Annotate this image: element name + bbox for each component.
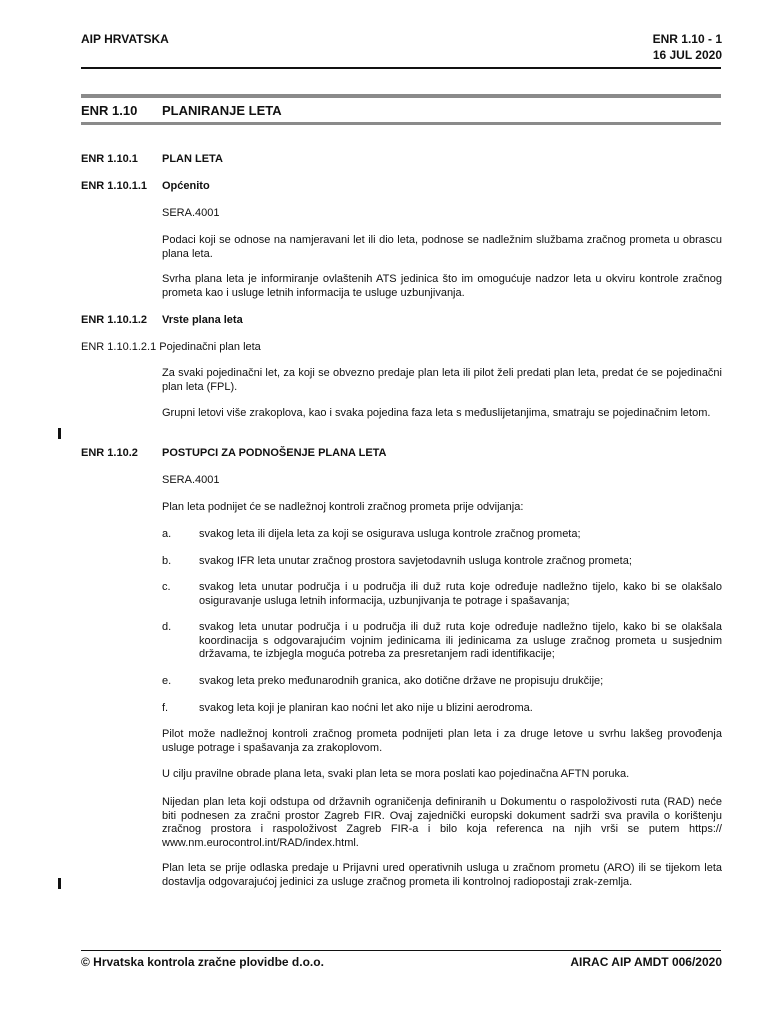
list-item: svakog leta koji je planiran kao noćni let ako nije u blizini aerodroma. [199,702,533,714]
subsection-title: Općenito [162,180,210,192]
paragraph: Plan leta podnijet će se nadležnoj kontroli zračnog prometa prije odvijanja: [162,501,524,513]
list-letter: a. [162,528,172,540]
subsection-title: Vrste plana leta [162,314,243,326]
paragraph: Grupni letovi više zrakoplova, kao i svaka pojedina faza leta s međuslijetanjima, smatraju se pojedinačnim letom. [162,407,711,419]
header-rule [81,67,721,69]
footer-amendment: AIRAC AIP AMDT 006/2020 [570,955,722,969]
change-bar [58,428,61,439]
paragraph: Nijedan plan leta koji odstupa od državnih ograničenja definiranih u Dokumentu o raspoloživosti ruta (RAD) neće biti podnesen za zračni prostor Zagreb FIR. Ovaj zajednički europski dokument sadrži sva pravila o korištenju zračnog prostora i raspoloživost Zagreb FIR-a i bilo koja referenca na njih vrši se putem https:// www.nm.eurocontrol.int/RAD/index.html. [162,796,722,849]
section-title: POSTUPCI ZA PODNOŠENJE PLANA LETA [162,447,387,459]
list-letter: e. [162,675,172,687]
title-bar-bottom [81,122,721,125]
list-item: svakog leta ili dijela leta za koji se osigurava usluga kontrole zračnog prometa; [199,528,581,540]
change-bar [58,878,61,889]
list-letter: b. [162,555,172,567]
list-letter: d. [162,621,172,633]
paragraph: Svrha plana leta je informiranje ovlaštenih ATS jedinica što im omogućuje nadzor leta u okviru kontrole zračnog prometa kao i usluge letnih informacija te usluge uzbunjivanja. [162,273,722,299]
list-item: svakog IFR leta unutar zračnog prostora savjetodavnih usluga kontrole zračnog prometa; [199,555,632,567]
footer-rule [81,950,721,951]
paragraph: SERA.4001 [162,207,220,219]
section-title: PLAN LETA [162,153,223,165]
page-title: PLANIRANJE LETA [162,103,282,118]
list-item: svakog leta unutar područja i u područja ili duž ruta koje određuje nadležno tijelo, kako bi se olakšala koordinacija s odgovarajućim vojnim jedinicama ili jedinicama za usluge zračnog prometa u susjednim državama, te izbjegla moguća potreba za presretanjem radi identifikacije; [199,621,722,660]
list-item: svakog leta preko međunarodnih granica, ako dotične države ne propisuju drukčije; [199,675,604,687]
subsubsection-heading [81,341,261,355]
subsection-number: ENR 1.10.1.1 [81,180,148,192]
title-number: ENR 1.10 [81,103,138,118]
header-left: AIP HRVATSKA [81,32,169,46]
header-page-ref: ENR 1.10 - 1 [652,32,722,46]
subsubsection-number: ENR 1.10.1.2.1 [81,341,157,353]
paragraph: Pilot može nadležnoj kontroli zračnog prometa podnijeti plan leta i za druge letove u svrhu lakšeg provođenja usluge potrage i spašavanja za zrakoplovom. [162,728,722,754]
header-date: 16 JUL 2020 [652,48,722,62]
subsubsection-title: Pojedinačni plan leta [159,341,261,353]
section-number: ENR 1.10.2 [81,447,138,459]
paragraph: Za svaki pojedinačni let, za koji se obvezno predaje plan leta ili pilot želi predati plan leta, predat će se pojedinačni plan leta (FPL). [162,367,722,393]
paragraph: U cilju pravilne obrade plana leta, svaki plan leta se mora poslati kao pojedinačna AFTN poruka. [162,768,630,780]
list-letter: c. [162,581,171,593]
title-bar-top [81,94,721,98]
list-letter: f. [162,702,169,714]
paragraph: SERA.4001 [162,474,220,486]
subsection-number: ENR 1.10.1.2 [81,314,148,326]
paragraph: Plan leta se prije odlaska predaje u Prijavni ured operativnih usluga u zračnom prometu (ARO) ili se tijekom leta dostavlja odgovarajućoj jedinici za usluge zračnog prometa ili kontrolnoj radiopostaji zrak-zemlja. [162,862,722,888]
footer-copyright: © Hrvatska kontrola zračne plovidbe d.o.o. [81,955,324,969]
section-number: ENR 1.10.1 [81,153,138,165]
list-item: svakog leta unutar područja i u područja ili duž ruta koje određuje nadležno tijelo, kako bi se olakšalo osiguravanje usluga letnih informacija, uzbunjivanja te potrage i spašavanja; [199,581,722,607]
paragraph: Podaci koji se odnose na namjeravani let ili dio leta, podnose se nadležnim službama zračnog prometa u obrascu plana leta. [162,234,722,260]
